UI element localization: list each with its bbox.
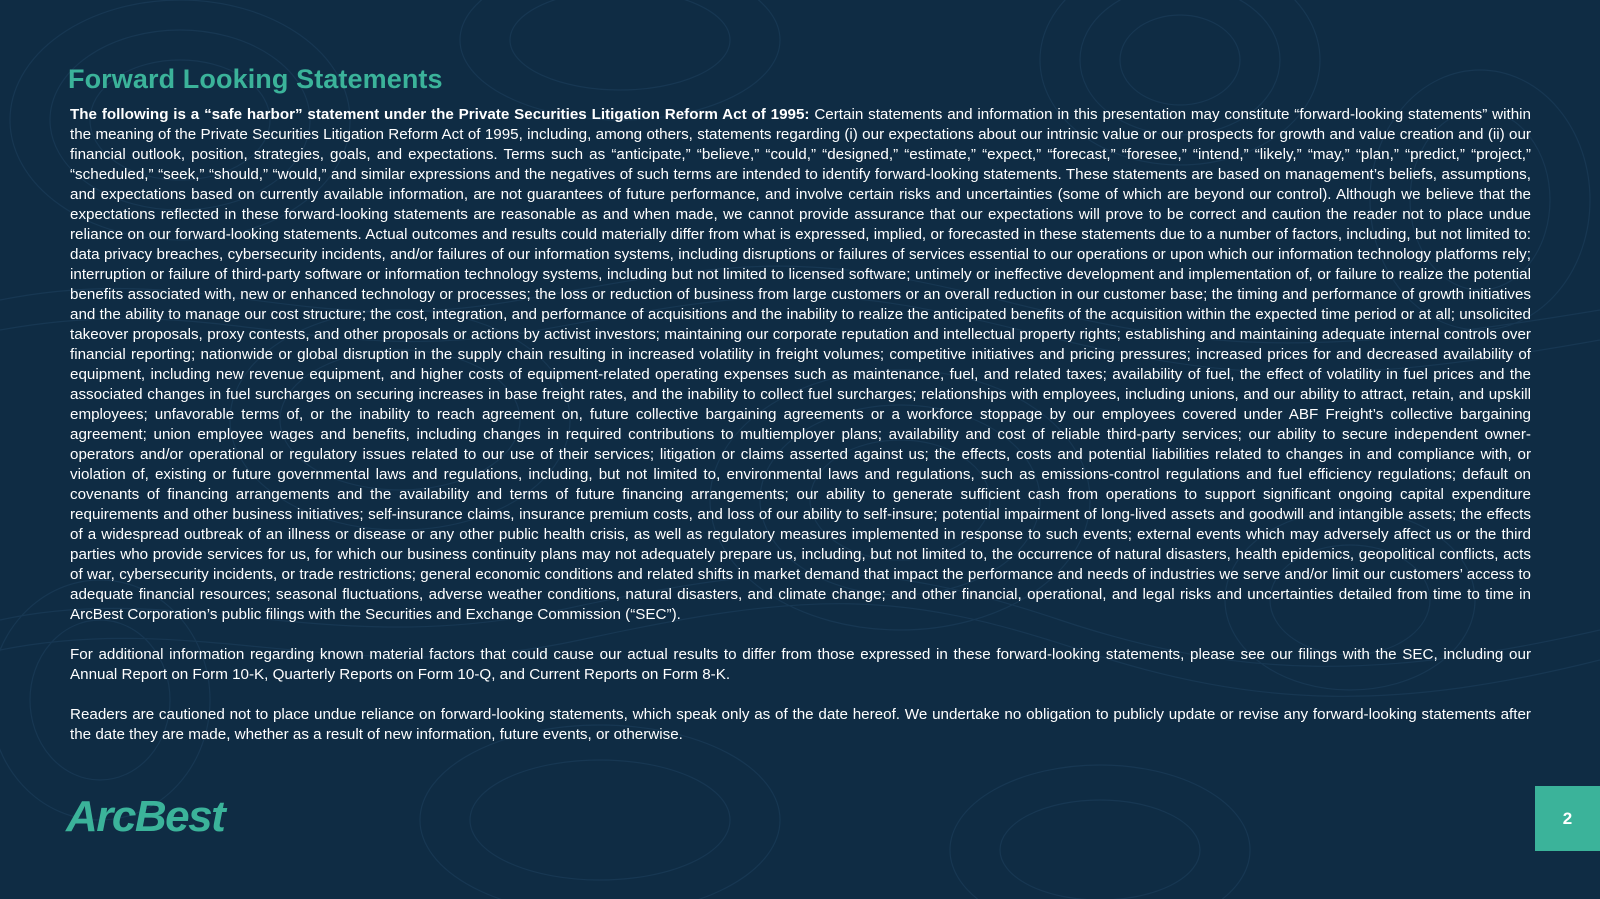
safe-harbor-lead: The following is a “safe harbor” statement under the Private Securities Litigation Reform Act of 1995: <box>70 106 810 123</box>
safe-harbor-paragraph <box>70 105 1531 625</box>
slide-body <box>70 105 1531 745</box>
caution-paragraph: Readers are cautioned not to place undue reliance on forward-looking statements, which speak only as of the date hereof. We undertake no obligation to publicly update or revise any forward-looking statements after the date they are made, whether as a result of new information, future events, or otherwise. <box>70 706 1531 743</box>
slide-title: Forward Looking Statements <box>68 64 443 94</box>
page-number: 2 <box>1562 808 1573 828</box>
additional-info-paragraph: For additional information regarding known material factors that could cause our actual results to differ from those expressed in these forward-looking statements, please see our filings with the SEC, including our Annual Report on Form 10-K, Quarterly Reports on Form 10-Q, and Current Reports on Form 8-K. <box>70 646 1531 683</box>
safe-harbor-text: Certain statements and information in this presentation may constitute “forward-looking statements” within the meaning of the Private Securities Litigation Reform Act of 1995, including, among others, statements regarding (i) our expectations about our intrinsic value or our prospects for growth and value creation and (ii) our financial outlook, position, strategies, goals, and expectations. Terms such as “anticipate,” “believe,” “could,” “designed,” “estimate,” “expect,” “forecast,” “foresee,” “intend,” “likely,” “may,” “plan,” “predict,” “project,” “scheduled,” “seek,” “should,” “would,” and similar expressions and the negatives of such terms are intended to identify forward-looking statements. These statements are based on management’s beliefs, assumptions, and expectations based on currently available information, are not guarantees of future performance, and involve certain risks and uncertainties (some of which are beyond our control). Although we believe that the expectations reflected in these forward-looking statements are reasonable as and when made, we cannot provide assurance that our expectations will prove to be correct and caution the reader not to place undue reliance on our forward-looking statements. Actual outcomes and results could materially differ from what is expressed, implied, or forecasted in these statements due to a number of factors, including, but not limited to: data privacy breaches, cybersecurity incidents, and/or failures of our information systems, including disruptions or failures of services essential to our operations or upon which our information technology platforms rely; interruption or failure of third-party software or information technology systems, including but not limited to licensed software; untimely or ineffective development and implementation of, or failure to realize the potential benefits associated with, new or enhanced technology or processes; the loss or reduction of business from large customers or an overall reduction in our customer base; the timing and performance of growth initiatives and the ability to manage our cost structure; the cost, integration, and performance of acquisitions and the inability to realize the anticipated benefits of the acquisition within the expected time period or at all; unsolicited takeover proposals, proxy contests, and other proposals or actions by activist investors; maintaining our corporate reputation and intellectual property rights; establishing and maintaining adequate internal controls over financial reporting; nationwide or global disruption in the supply chain resulting in increased volatility in freight volumes; competitive initiatives and pricing pressures; increased prices for and decreased availability of equipment, including new revenue equipment, and higher costs of equipment-related operating expenses such as maintenance, fuel, and related taxes; availability of fuel, the effect of volatility in fuel prices and the associated changes in fuel surcharges on securing increases in base freight rates, and the inability to collect fuel surcharges; relationships with employees, including unions, and our ability to attract, retain, and upskill employees; unfavorable terms of, or the inability to reach agreement on, future collective bargaining agreements or a workforce stoppage by our employees covered under ABF Freight’s collective bargaining agreement; union employee wages and benefits, including changes in required contributions to multiemployer plans; availability and cost of reliable third-party services; our ability to secure independent owner-operators and/or operational or regulatory issues related to our use of their services; litigation or claims asserted against us; the effects, costs and potential liabilities related to changes in and compliance with, or violation of, existing or future governmental laws and regulations, including, but not limited to, environmental laws and regulations, such as emissions-control regulations and fuel efficiency regulations; default on covenants of financing arrangements and the availability and terms of future financing arrangements; our ability to generate sufficient cash from operations to support significant ongoing capital expenditure requirements and other business initiatives; self-insurance claims, insurance premium costs, and loss of our ability to self-insure; potential impairment of long-lived assets and goodwill and intangible assets; the effects of a widespread outbreak of an illness or disease or any other public health crisis, as well as regulatory measures implemented in response to such events; external events which may adversely affect us or the third parties who provide services for us, for which our business continuity plans may not adequately prepare us, including, but not limited to, the occurrence of natural disasters, health epidemics, geopolitical conflicts, acts of war, cybersecurity incidents, or trade restrictions; general economic conditions and related shifts in market demand that impact the performance and needs of industries we serve and/or limit our customers’ access to adequate financial resources; seasonal fluctuations, adverse weather conditions, natural disasters, and climate change; and other financial, operational, and legal risks and uncertainties detailed from time to time in ArcBest Corporation’s public filings with the Securities and Exchange Commission (“SEC”). <box>70 106 1531 623</box>
page-number-box <box>1535 786 1600 851</box>
arcbest-logo: ArcBest <box>66 792 225 841</box>
